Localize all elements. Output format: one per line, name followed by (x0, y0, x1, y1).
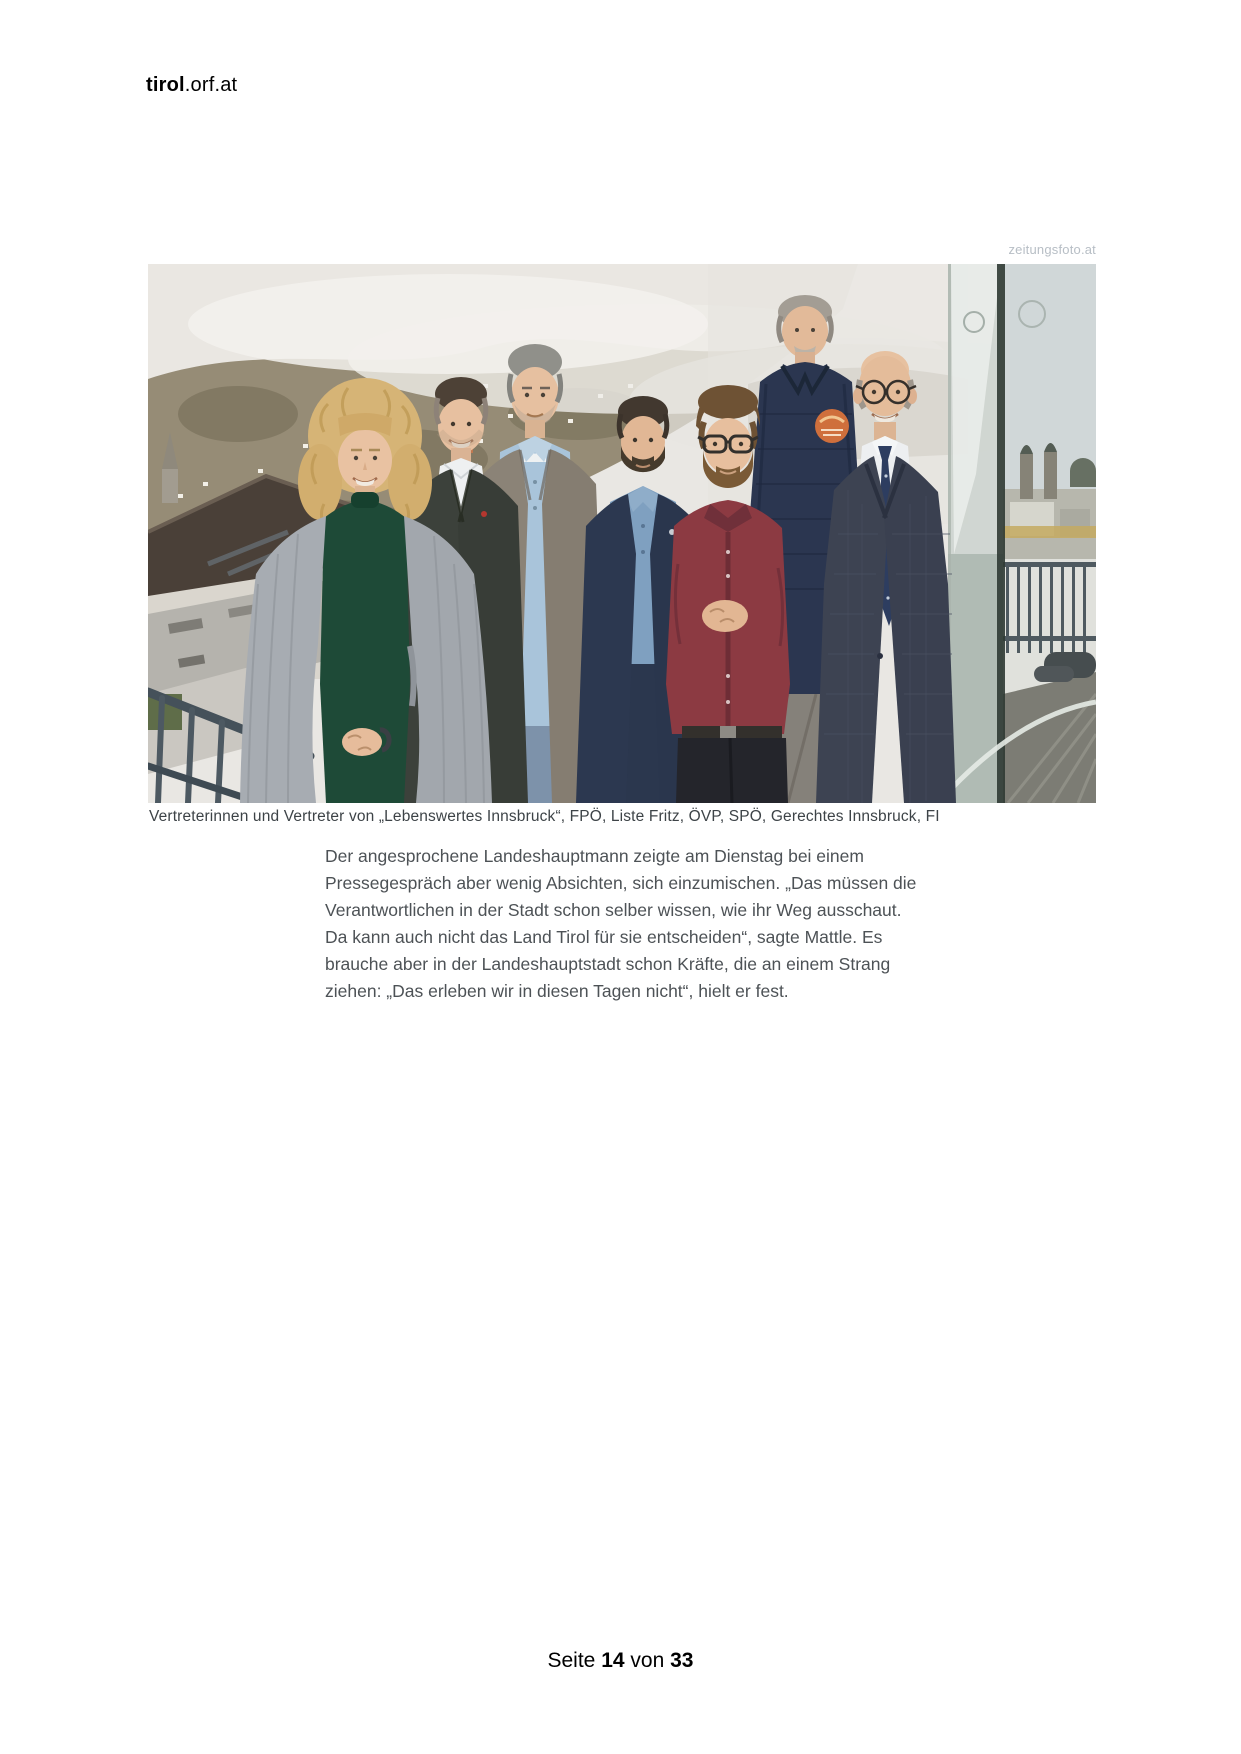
footer-total-pages: 33 (670, 1649, 694, 1672)
photo-credit: zeitungsfoto.at (1008, 242, 1096, 257)
footer-page-number: 14 (601, 1649, 625, 1672)
site-logo-bold: tirol (146, 74, 185, 96)
page-footer (0, 1649, 1241, 1673)
site-logo (146, 74, 237, 97)
article-photo (148, 264, 1096, 803)
orange-badge (815, 409, 849, 443)
group-photo-illustration (148, 264, 1096, 803)
footer-label-page: Seite (547, 1649, 596, 1672)
photo-caption: Vertreterinnen und Vertreter von „Lebenswertes Innsbruck“, FPÖ, Liste Fritz, ÖVP, SPÖ, Gerechtes Innsbruck, FI (149, 808, 940, 825)
site-logo-rest: .orf.at (184, 74, 238, 96)
glass-facade (938, 264, 1096, 803)
footer-label-of: von (630, 1649, 665, 1672)
article-paragraph: Der angesprochene Landeshauptmann zeigte am Dienstag bei einem Pressegespräch aber wenig Absichten, sich einzumischen. „Das müssen die Verantwortlichen in der Stadt schon selber wissen, wie ihr Weg ausschaut. Da kann auch nicht das Land Tirol für sie entscheiden“, sagte Mattle. Es brauche aber in der Landeshauptstadt schon Kräfte, die an einem Strang ziehen: „Das erleben wir in diesen Tagen nicht“, hielt er fest. (325, 846, 917, 1001)
